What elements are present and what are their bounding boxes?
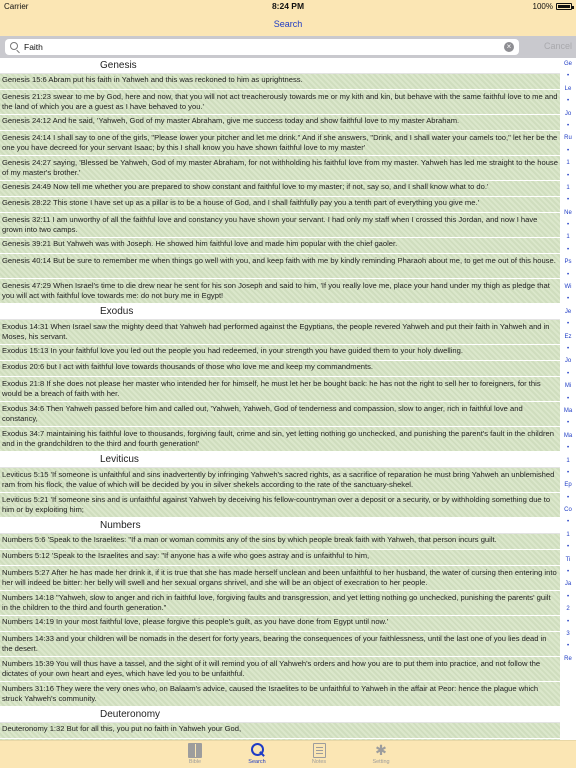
tab-label: Bible: [188, 759, 202, 765]
index-item[interactable]: Jo: [564, 110, 572, 117]
index-item[interactable]: Ma: [563, 407, 573, 414]
verse-row[interactable]: Genesis 24:27 saying, 'Blessed be Yahweh, God of my master Abraham, for not withholding his faithful love from my master. Yahweh has led me straight to the house of my master's brother.': [0, 156, 560, 181]
notes-icon: [313, 743, 326, 758]
index-item[interactable]: •: [566, 73, 570, 80]
index-item[interactable]: 1: [566, 234, 570, 241]
index-item[interactable]: •: [566, 122, 570, 129]
index-item[interactable]: •: [566, 618, 570, 625]
carrier-label: Carrier: [4, 2, 29, 11]
tab-search[interactable]: [226, 741, 288, 768]
index-item[interactable]: •: [566, 643, 570, 650]
index-item[interactable]: Wi: [564, 284, 572, 291]
verse-row[interactable]: Exodus 21:8 If she does not please her master who intended her for himself, he must let her be bought back: he has not the right to sell her to foreigners, for this would be a breach of faith with her.: [0, 377, 560, 402]
verse-row[interactable]: Exodus 34:7 maintaining his faithful love to thousands, forgiving fault, crime and sin, yet letting nothing go unchecked, and punishing the parent's fault in the children and in the grandchildren to the third and fourth generation!': [0, 427, 560, 452]
index-item[interactable]: Mi: [564, 383, 572, 390]
index-item[interactable]: Ep: [564, 482, 572, 489]
search-box[interactable]: [5, 39, 519, 55]
index-item[interactable]: •: [566, 197, 570, 204]
index-item[interactable]: 1: [566, 160, 570, 167]
verse-row[interactable]: Leviticus 5:21 'If someone sins and is unfaithful against Yahweh by deceiving his fellow-countryman over a deposit or a security, or by withholding something due to him or by exploiting him;: [0, 493, 560, 518]
verse-row[interactable]: Genesis 24:49 Now tell me whether you are prepared to show constant and faithful love to my master; if not, say so, and I shall know what to do.': [0, 181, 560, 197]
book-section-header: Leviticus: [0, 452, 560, 468]
index-item[interactable]: Co: [564, 507, 572, 514]
index-item[interactable]: •: [566, 445, 570, 452]
index-item[interactable]: 1: [566, 184, 570, 191]
verse-row[interactable]: Numbers 5:12 'Speak to the Israelites and say: "If anyone has a wife who goes astray and is unfaithful to him,: [0, 550, 560, 566]
verse-row[interactable]: Genesis 24:12 And he said, 'Yahweh, God of my master Abraham, give me success today and show faithful love to my master Abraham.: [0, 115, 560, 131]
index-item[interactable]: Ge: [563, 61, 572, 67]
tab-bible[interactable]: [164, 741, 226, 768]
index-item[interactable]: •: [566, 494, 570, 501]
verse-row[interactable]: Numbers 5:6 'Speak to the Israelites: "If a man or woman commits any of the sins by which people break faith with Yahweh, that person incurs guilt.: [0, 534, 560, 550]
page-title: Search: [273, 19, 303, 29]
book-section-header: Genesis: [0, 58, 560, 74]
gear-icon: ✱: [375, 742, 387, 758]
index-item[interactable]: •: [566, 172, 570, 179]
verse-row[interactable]: Numbers 14:19 In your most faithful love, please forgive this people's guilt, as you have done from Egypt until now.': [0, 616, 560, 632]
index-item[interactable]: 1: [566, 457, 570, 464]
tab-label: Setting: [372, 759, 390, 765]
index-item[interactable]: Ru: [564, 135, 572, 142]
tab-notes[interactable]: [288, 741, 350, 768]
battery-icon: [556, 3, 572, 10]
index-item[interactable]: •: [566, 271, 570, 278]
cancel-button[interactable]: Cancel: [543, 41, 572, 51]
index-item[interactable]: •: [566, 420, 570, 427]
battery-indicator: [533, 2, 572, 11]
index-item[interactable]: •: [566, 395, 570, 402]
verse-row[interactable]: Deuteronomy 1:32 But for all this, you put no faith in Yahweh your God,: [0, 723, 560, 739]
index-item[interactable]: 1: [566, 531, 570, 538]
tab-setting[interactable]: [350, 741, 412, 768]
verse-row[interactable]: Numbers 14:33 and your children will be nomads in the desert for forty years, bearing the consequences of your faithlessness, until the last one of you lies dead in the desert.: [0, 632, 560, 657]
verse-row[interactable]: Genesis 21:23 swear to me by God, here and now, that you will not act treacherously towards me or my kith and kin, but behave with the same faithful love to me and the land of which you are a guest as I have behaved to you.': [0, 90, 560, 115]
index-item[interactable]: Ez: [564, 333, 572, 340]
index-item[interactable]: Re: [564, 655, 572, 662]
verse-row[interactable]: Genesis 28:22 This stone I have set up as a pillar is to be a house of God, and I shall faithfully pay you a tenth part of everything you give me.': [0, 197, 560, 213]
navigation-bar: [0, 12, 576, 36]
index-item[interactable]: •: [566, 246, 570, 253]
verse-row[interactable]: Genesis 47:29 When Israel's time to die drew near he sent for his son Joseph and said to him, 'If you really love me, place your hand under my thigh as pledge that you will act with faithful love towards me: do not bury me in Egypt!: [0, 279, 560, 304]
index-item[interactable]: •: [566, 469, 570, 476]
index-item[interactable]: •: [566, 370, 570, 377]
index-item[interactable]: •: [566, 296, 570, 303]
index-item[interactable]: 3: [566, 630, 570, 637]
verse-row[interactable]: Exodus 34:6 Then Yahweh passed before him and called out, 'Yahweh, Yahweh, God of tenderness and compassion, slow to anger, rich in faithful love and constancy,: [0, 402, 560, 427]
verse-row[interactable]: Numbers 14:18 "Yahweh, slow to anger and rich in faithful love, forgiving faults and transgression, and yet letting nothing go unchecked, punishing the parents' guilt in the children to the third and fourth generation.": [0, 591, 560, 616]
index-item[interactable]: Ja: [564, 581, 572, 588]
verse-row[interactable]: Numbers 15:39 You will thus have a tassel, and the sight of it will remind you of all Yahweh's orders and how you are to put them into practice, and not follow the dictates of your own heart and eyes, which have led you to be unfaithful.: [0, 657, 560, 682]
tab-label: Notes: [311, 759, 327, 765]
index-item[interactable]: •: [566, 345, 570, 352]
book-section-header: Exodus: [0, 304, 560, 320]
index-item[interactable]: •: [566, 519, 570, 526]
index-item[interactable]: Ma: [563, 432, 573, 439]
index-item[interactable]: Je: [564, 308, 572, 315]
verse-row[interactable]: Exodus 20:6 but I act with faithful love towards thousands of those who love me and keep my commandments.: [0, 361, 560, 377]
index-item[interactable]: •: [566, 569, 570, 576]
search-icon: [251, 743, 264, 758]
verse-row[interactable]: Genesis 32:11 I am unworthy of all the faithful love and constancy you have shown your servant. I had only my staff when I crossed this Jordan, and now I have grown into two camps.: [0, 213, 560, 238]
battery-percent: 100%: [532, 2, 553, 11]
verse-row[interactable]: Numbers 31:16 They were the very ones who, on Balaam's advice, caused the Israelites to be unfaithful to Yahweh in the affair at Peor: hence the plague which struck Yahweh's community.: [0, 682, 560, 707]
verse-row[interactable]: Genesis 39:21 But Yahweh was with Joseph. He showed him faithful love and made him popular with the chief gaoler.: [0, 238, 560, 254]
verse-row[interactable]: Genesis 15:6 Abram put his faith in Yahweh and this was reckoned to him as uprightness.: [0, 74, 560, 90]
tab-label: Search: [248, 759, 266, 765]
verse-row[interactable]: Exodus 15:13 In your faithful love you led out the people you had redeemed, in your strength you have guided them to your holy dwelling.: [0, 345, 560, 361]
status-bar: [0, 0, 576, 12]
clock: 8:24 PM: [271, 1, 305, 11]
index-item[interactable]: •: [566, 593, 570, 600]
index-item[interactable]: Ti: [565, 556, 571, 563]
tab-bar: [0, 740, 576, 768]
index-item[interactable]: Ne: [564, 209, 572, 216]
search-results-list[interactable]: [0, 58, 560, 740]
index-item[interactable]: Le: [564, 85, 572, 92]
index-item[interactable]: Ps: [564, 259, 572, 266]
search-icon: [10, 42, 18, 50]
index-item[interactable]: •: [566, 98, 570, 105]
clear-icon[interactable]: ×: [504, 42, 514, 52]
index-item[interactable]: •: [566, 544, 570, 551]
index-item[interactable]: •: [566, 222, 570, 229]
verse-row[interactable]: Leviticus 5:15 'If someone is unfaithful and sins inadvertently by infringing Yahweh's sacred rights, as a sacrifice of reparation he must bring Yahweh an unblemished ram from his flock, the value of which will be decided by you in silver shekels according to the rate of the sanctuary-shekel.: [0, 468, 560, 493]
index-item[interactable]: Jo: [564, 358, 572, 365]
book-section-header: Deuteronomy: [0, 707, 560, 723]
section-index[interactable]: [560, 58, 576, 740]
book-icon: [188, 743, 202, 758]
verse-row[interactable]: Genesis 40:14 But be sure to remember me when things go well with you, and keep faith with me by kindly reminding Pharaoh about me, to get me out of this house.: [0, 254, 560, 279]
search-bar: [0, 36, 576, 58]
index-item[interactable]: 2: [566, 606, 570, 613]
index-item[interactable]: •: [566, 147, 570, 154]
book-section-header: Numbers: [0, 518, 560, 534]
verse-row[interactable]: Exodus 14:31 When Israel saw the mighty deed that Yahweh had performed against the Egyptians, the people revered Yahweh and put their faith in Yahweh and in Moses, his servant.: [0, 320, 560, 345]
index-item[interactable]: •: [566, 321, 570, 328]
search-input[interactable]: [24, 40, 494, 54]
verse-row[interactable]: Numbers 5:27 After he has made her drink it, if it is true that she has made herself unclean and been unfaithful to her husband, the water of cursing then entering into her will indeed be bitter: her belly will swell and her sexual organs shrivel, and she will be an object of execration to her people.: [0, 566, 560, 591]
verse-row[interactable]: Genesis 24:14 I shall say to one of the girls, "Please lower your pitcher and let me drink." And if she answers, "Drink, and I shall water your camels too," let her be the one you have decreed for your servant Isaac; by this I shall know you have shown faithful love to my master': [0, 131, 560, 156]
